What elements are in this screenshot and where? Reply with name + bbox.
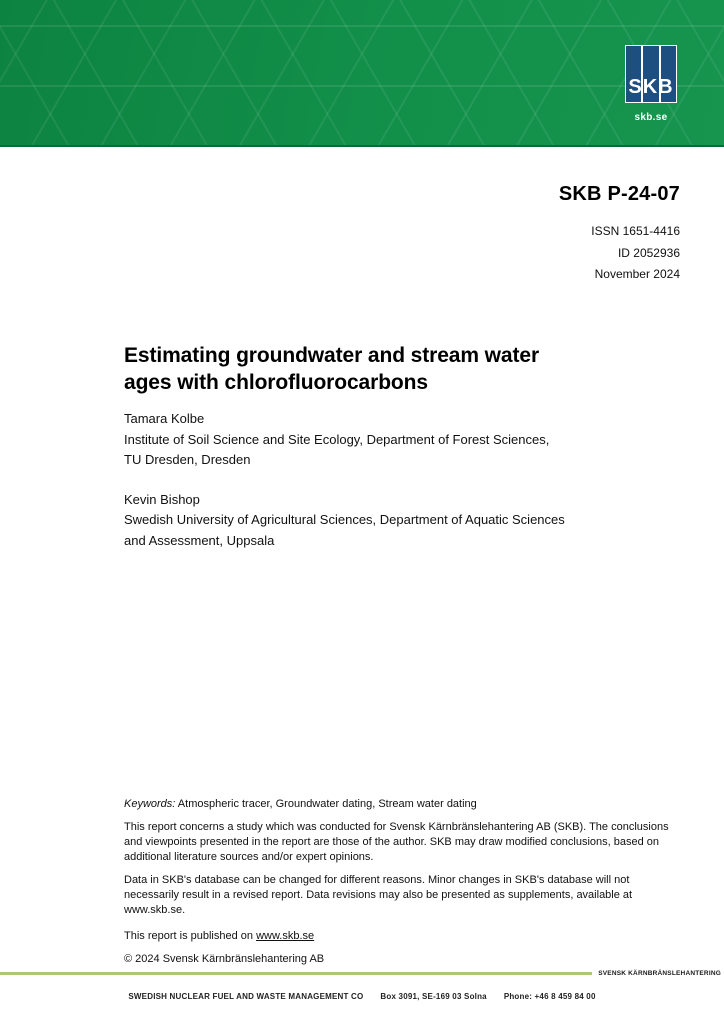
skb-logo	[625, 45, 677, 103]
disclaimer-paragraph: Data in SKB's database can be changed for different reasons. Minor changes in SKB's database will not necessarily result in a revised report. Data revisions may also be presented as supplements, available at www.skb.se.	[124, 874, 633, 916]
copyright-line: © 2024 Svensk Kärnbränslehantering AB	[124, 953, 325, 965]
author-name: Tamara Kolbe	[124, 411, 205, 426]
author-affiliation: TU Dresden, Dresden	[124, 452, 251, 467]
report-date: November 2024	[594, 267, 680, 281]
title-author-section	[124, 342, 668, 551]
document-title	[124, 342, 668, 396]
document-title-line2: ages with chlorofluorocarbons	[124, 371, 428, 394]
publication-line	[124, 929, 676, 944]
footer-divider	[0, 972, 592, 975]
keywords-text: Atmospheric tracer, Groundwater dating, Stream water dating	[175, 798, 477, 810]
author-affiliation: and Assessment, Uppsala	[124, 532, 275, 548]
report-number: SKB P-24-07	[558, 183, 680, 205]
skb-website-link[interactable]: www.skb.se	[256, 930, 315, 942]
document-title-line1: Estimating groundwater and stream water	[124, 344, 540, 367]
report-id: ID 2052936	[617, 245, 680, 260]
colophon-section	[124, 797, 676, 967]
footer-phone: Phone: +46 8 459 84 00	[503, 992, 596, 1001]
logo-letters: SKB	[628, 76, 674, 98]
logo-site-label: skb.se	[634, 112, 668, 123]
report-meta	[559, 183, 680, 286]
skb-logo-block	[625, 45, 677, 123]
disclaimer-paragraph: This report concerns a study which was conducted for Svensk Kärnbränslehantering AB (SKB). The conclusions and viewpoints presented in the report are those of the author. SKB may draw modified conclusions, based on additional literature sources and/or expert opinions.	[124, 821, 669, 863]
publication-prefix: This report is published on	[124, 930, 257, 942]
footer-company-english: SWEDISH NUCLEAR FUEL AND WASTE MANAGEMENT CO	[128, 992, 364, 1001]
header-banner	[0, 0, 724, 147]
footer-postal-address: Box 3091, SE-169 03 Solna	[380, 992, 487, 1001]
footer-address-line	[0, 992, 724, 1001]
report-issn: ISSN 1651-4416	[591, 224, 680, 238]
report-meta-lines	[559, 221, 680, 286]
author-block	[124, 490, 668, 552]
keywords-label: Keywords:	[124, 798, 176, 810]
author-affiliation: Institute of Soil Science and Site Ecology, Department of Forest Sciences,	[124, 431, 550, 447]
keywords-line	[124, 797, 676, 812]
author-name: Kevin Bishop	[124, 491, 200, 507]
author-affiliation: Swedish University of Agricultural Sciences, Department of Aquatic Sciences	[124, 512, 565, 527]
author-block	[124, 409, 668, 471]
footer-company-swedish: SVENSK KÄRNBRÄNSLEHANTERING	[598, 970, 721, 977]
